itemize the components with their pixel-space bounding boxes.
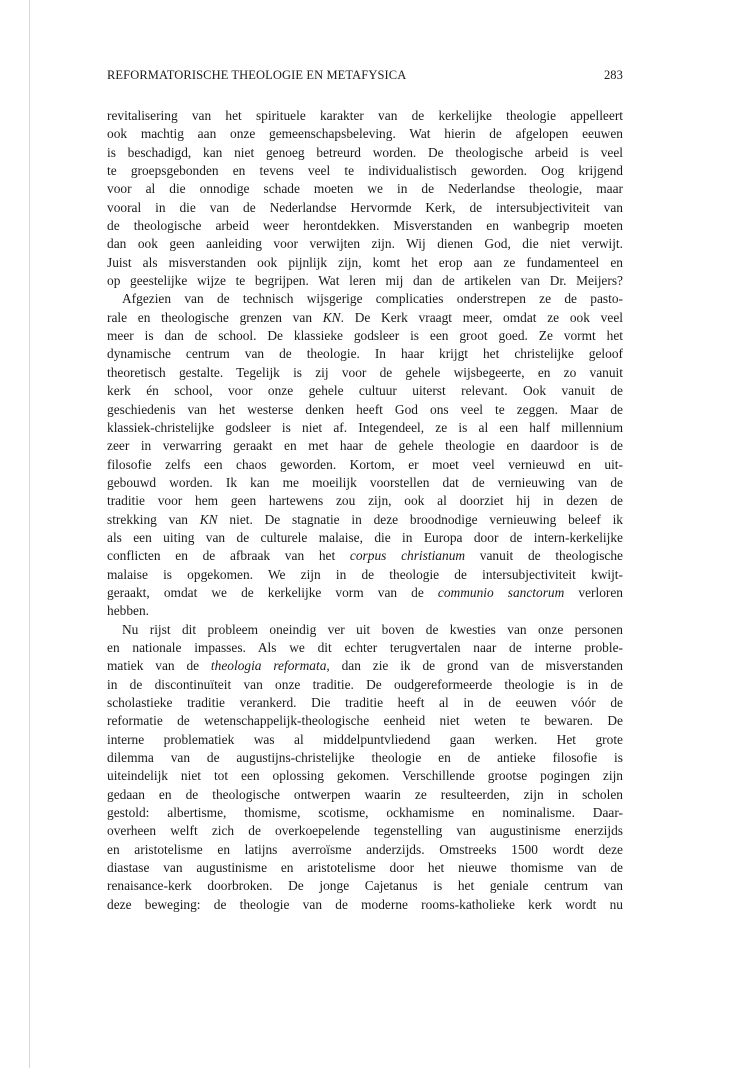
text-segment: gebouwd worden. Ik kan me moeilijk voorstellen dat de vernieuwing van de xyxy=(107,474,623,490)
text-segment: renaisance-kerk doorbroken. De jonge Cajetanus is het geniale centrum van xyxy=(107,878,623,894)
text-segment: conflicten en de afbraak van het xyxy=(107,548,350,564)
text-line xyxy=(107,529,623,547)
text-line xyxy=(107,382,623,400)
body-text xyxy=(107,107,623,914)
text-line xyxy=(107,437,623,455)
text-segment: filosofie zelfs een chaos geworden. Kortom, er moet veel vernieuwd en uit- xyxy=(107,456,623,472)
italic-term: KN xyxy=(322,309,341,325)
text-line xyxy=(107,877,623,895)
text-line xyxy=(107,547,623,565)
text-segment: strekking van xyxy=(107,511,200,527)
text-line xyxy=(107,254,623,272)
text-line xyxy=(107,896,623,914)
text-segment: reformatie de wetenschappelijk-theologische eenheid niet weten te bewaren. De xyxy=(107,713,623,729)
text-line xyxy=(107,841,623,859)
text-segment: als een uiting van de culturele malaise, die in Europa door de intern-kerkelijke xyxy=(107,529,623,545)
text-segment: Nu rijst dit probleem oneindig ver uit boven de kwesties van onze personen xyxy=(122,621,623,637)
text-segment: vanuit de theologische xyxy=(465,548,623,564)
text-segment: theoretisch gestalte. Tegelijk is zij voor de gehele wijsbegeerte, en zo vanuit xyxy=(107,364,623,380)
text-segment: revitalisering van het spirituele karakter van de kerkelijke theologie appelleert xyxy=(107,108,623,123)
text-line xyxy=(107,345,623,363)
text-segment: kerk én school, voor onze gehele cultuur uiterst relevant. Ook vanuit de xyxy=(107,383,623,399)
text-segment: en aristotelisme en latijns averroïsme anderzijds. Omstreeks 1500 wordt deze xyxy=(107,841,623,857)
italic-term: theologia reformata xyxy=(210,658,327,674)
text-segment: voor al die onnodige schade moeten we in de Nederlandse theologie, maar xyxy=(107,181,623,197)
text-segment: meer is dan de school. De klassieke godsleer is een groot goed. Ze vormt het xyxy=(107,328,623,344)
text-line xyxy=(107,767,623,785)
text-line xyxy=(107,584,623,602)
text-segment: niet. De stagnatie in deze broodnodige vernieuwing beleef ik xyxy=(217,511,623,527)
text-segment: vooral in die van de Nederlandse Hervormde Kerk, de intersubjectiviteit van xyxy=(107,199,623,215)
page-number: 283 xyxy=(603,68,623,82)
text-line xyxy=(107,602,623,620)
text-segment: verloren xyxy=(564,584,623,600)
text-line xyxy=(107,419,623,437)
text-line xyxy=(107,786,623,804)
text-segment: uiteindelijk niet tot een oplossing gekomen. Verschillende grootse pogingen zijn xyxy=(107,768,623,784)
text-line xyxy=(107,657,623,675)
text-segment: hebben. xyxy=(107,603,150,619)
running-title: REFORMATORISCHE THEOLOGIE EN METAFYSICA xyxy=(107,68,407,82)
text-segment: rale en theologische grenzen van xyxy=(107,309,323,325)
text-line xyxy=(107,749,623,767)
text-line xyxy=(107,712,623,730)
text-segment: . De Kerk vraagt meer, omdat ze ook veel xyxy=(340,309,623,325)
text-line xyxy=(107,107,623,125)
text-line xyxy=(107,144,623,162)
text-segment: matiek van de xyxy=(107,658,211,674)
text-line xyxy=(107,694,623,712)
text-segment: , dan zie ik de grond van de misverstanden xyxy=(326,658,623,674)
text-segment: op geestelijke wijze te begrijpen. Wat leren mij dan de artikelen van Dr. Meijers? xyxy=(107,273,623,289)
text-line xyxy=(107,125,623,143)
text-segment: dynamische centrum van de theologie. In haar krijgt het christelijke geloof xyxy=(107,346,623,362)
text-segment: in de discontinuïteit van onze traditie. De oudgereformeerde theologie is in de xyxy=(107,676,623,692)
text-line xyxy=(107,511,623,529)
text-segment: scholastieke traditie verankerd. Die traditie heeft al in de eeuwen vóór de xyxy=(107,695,623,710)
text-segment: de theologische arbeid weer herontdekken. Misverstanden en wanbegrip moeten xyxy=(107,218,623,234)
italic-term: KN xyxy=(199,511,218,527)
text-line xyxy=(107,272,623,290)
text-segment: ook machtig aan onze gemeenschapsbeleving. Wat hierin de afgelopen eeuwen xyxy=(107,126,623,142)
text-segment: klassiek-christelijke godsleer is niet af. Integendeel, ze is al een half millennium xyxy=(107,419,623,435)
text-segment: dan ook geen aanleiding voor verwijten zijn. Wij dienen God, die niet verwijt. xyxy=(107,236,623,252)
text-line xyxy=(107,566,623,584)
text-line xyxy=(107,235,623,253)
text-line xyxy=(107,364,623,382)
text-line xyxy=(107,859,623,877)
text-line xyxy=(107,676,623,694)
text-line xyxy=(107,731,623,749)
text-line xyxy=(107,639,623,657)
text-segment: te groepsgebonden en tevens veel te individualistisch geworden. Oog krijgend xyxy=(107,163,623,179)
text-line xyxy=(107,804,623,822)
italic-term: communio sanctorum xyxy=(437,584,565,600)
text-segment: diastase van augustinisme en aristotelisme door het nieuwe thomisme van de xyxy=(107,860,623,876)
text-segment: geschiedenis van het westerse denken heeft God ons veel te zeggen. Maar de xyxy=(107,401,623,417)
text-segment: interne problematiek was al middelpuntvliedend gaan werken. Het grote xyxy=(107,731,623,747)
text-line xyxy=(107,217,623,235)
text-segment: is beschadigd, kan niet genoeg betreurd worden. De theologische arbeid is veel xyxy=(107,144,623,160)
text-segment: traditie voor hem geen hartewens zou zijn, ook al doorziet hij in dezen de xyxy=(107,493,623,509)
text-line xyxy=(107,401,623,419)
text-segment: dilemma van de augustijns-christelijke theologie en de antieke filosofie is xyxy=(107,750,623,766)
text-line xyxy=(107,822,623,840)
text-segment: gedaan en de theologische ontwerpen waarin ze resulteerden, zijn in scholen xyxy=(107,786,623,802)
text-line xyxy=(107,327,623,345)
text-segment: gestold: albertisme, thomisme, scotisme, ockhamisme en nominalisme. Daar- xyxy=(107,805,623,821)
text-line xyxy=(107,474,623,492)
text-segment: en nationale impasses. Als we dit echter terugvertalen naar de interne proble- xyxy=(107,639,623,655)
text-segment: overheen welft zich de overkoepelende tegenstelling van augustinisme enerzijds xyxy=(107,823,623,839)
text-line xyxy=(107,492,623,510)
running-header xyxy=(107,68,623,88)
text-line xyxy=(107,290,623,308)
text-segment: deze beweging: de theologie van de moderne rooms-katholieke kerk wordt nu xyxy=(107,896,623,912)
text-line xyxy=(107,162,623,180)
italic-term: corpus christianum xyxy=(349,548,466,564)
text-segment: malaise is opgekomen. We zijn in de theologie de intersubjectiviteit kwijt- xyxy=(107,566,623,582)
text-line xyxy=(107,309,623,327)
text-line xyxy=(107,199,623,217)
text-segment: Afgezien van de technisch wijsgerige complicaties onderstrepen ze de pasto- xyxy=(122,291,623,307)
text-line xyxy=(107,180,623,198)
text-line xyxy=(107,456,623,474)
text-line xyxy=(107,621,623,639)
text-segment: Juist als misverstanden ook pijnlijk zijn, komt het erop aan ze fundamenteel en xyxy=(107,254,623,270)
text-segment: zeer in verwarring geraakt en met haar de gehele theologie en daardoor is de xyxy=(107,438,623,454)
text-segment: geraakt, omdat we de kerkelijke vorm van de xyxy=(107,584,438,600)
